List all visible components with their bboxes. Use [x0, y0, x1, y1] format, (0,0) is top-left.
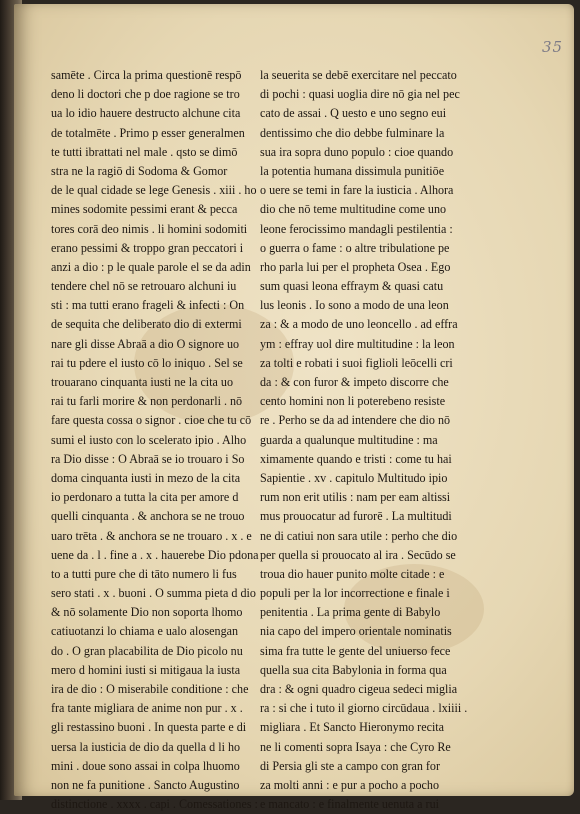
- text-line: troua dio hauer punito molte citade : e: [260, 566, 445, 581]
- text-line: o guerra o fame : o altre tribulatione pe: [260, 240, 450, 255]
- text-line: fra tante migliara de anime non pur . x .: [51, 701, 243, 716]
- text-line: anzi a dio : p le quale parole el se da adin: [51, 259, 251, 274]
- text-line: sua ira sopra duno populo : cioe quando: [260, 144, 454, 159]
- text-line: io perdonaro a tutta la cita per amore d: [51, 490, 239, 505]
- text-line: ne li comenti sopra Isaya : che Cyro Re: [260, 739, 451, 754]
- text-line: populi per la lor incorrectione e finale i: [260, 586, 450, 601]
- text-line: za molti anni : e pur a pocho a pocho: [260, 777, 439, 792]
- text-line: gli restassino buoni . In questa parte e di: [51, 720, 247, 735]
- text-line: ra : si che i tuto il giorno circūdaua . lxiiii .: [260, 701, 468, 716]
- text-line: de sequita che deliberato dio di extermi: [51, 317, 242, 332]
- text-line: leone ferocissimo mandagli pestilentia :: [260, 221, 453, 236]
- text-line: mini . doue sono assai in colpa lhuomo: [51, 758, 240, 773]
- text-line: mus prouocatur ad furorē . La multitudi: [260, 509, 452, 524]
- text-line: lus leonis . Io sono a modo de una leon: [260, 298, 449, 313]
- text-line: o uere se temi in fare la iusticia . Alhora: [260, 183, 454, 198]
- text-line: & nō solamente Dio non soporta lhomo: [51, 605, 243, 620]
- text-line: distinctione . xxxx . capi . Comessationes :: [51, 797, 258, 812]
- text-line: fare questa cossa o signor . cioe che tu cō: [51, 413, 252, 428]
- text-line: dentissimo che dio debbe fulminare la: [260, 125, 445, 140]
- text-line: za tolti e robati i suoi figlioli leōcelli cri: [260, 355, 453, 370]
- text-line: re . Perho se da ad intendere che dio nō: [260, 413, 451, 428]
- text-line: ua lo idio hauere destructo alchune cita: [51, 106, 241, 121]
- text-line: doma cinquanta iusti in mezo de la cita: [51, 470, 241, 485]
- text-line: ra Dio disse : O Abraā se io trouaro i So: [51, 451, 245, 466]
- text-line: sum quasi leona effraym & quasi catu: [260, 279, 444, 294]
- text-line: deno li doctori che p doe ragione se tro: [51, 87, 240, 102]
- text-line: de totalmēte . Primo p esser generalmen: [51, 125, 245, 140]
- text-line: trouarano cinquanta iusti ne la cita uo: [51, 375, 234, 389]
- text-line: stra ne la ragiō di Sodoma & Gomor: [51, 163, 228, 178]
- text-line: tores corā deo nimis . li homini sodomiti: [51, 221, 248, 236]
- text-line: dio che nō teme multitudine come uno: [260, 202, 447, 217]
- text-line: mines sodomite pessimi erant & pecca: [51, 202, 238, 217]
- text-line: la potentia humana dissimula punitiōe: [260, 163, 445, 178]
- text-column-right: [260, 66, 492, 814]
- text-line: dra : & ogni quadro cigeua sedeci miglia: [260, 682, 458, 696]
- text-line: te tutti ibrattati nel male . qsto se dimō: [51, 144, 238, 159]
- text-line: samēte . Circa la prima questionē respō: [51, 68, 242, 82]
- text-line: ne di catiui non sara utile : perho che dio: [260, 528, 458, 543]
- text-line: uersa la iusticia de dio da quella d li ho: [51, 739, 241, 754]
- text-line: do . O gran placabilita de Dio picolo nu: [51, 643, 243, 658]
- text-line: e mancato : e finalmente uenuta a rui: [260, 797, 439, 812]
- text-line: cento homini non li poterebeno resiste: [260, 394, 446, 409]
- text-line: migliara . Et Sancto Hieronymo recita: [260, 720, 445, 735]
- text-line: to a tutti pure che di tāto numero li fus: [51, 566, 237, 581]
- text-line: di pochi : quasi uoglia dire nō gia nel pec: [260, 87, 460, 102]
- text-line: tendere chel nō se retrouaro alchuni iu: [51, 279, 237, 294]
- text-line: da : & con furor & impeto discorre che: [260, 375, 449, 389]
- text-line: sero stati . x . buoni . O summa pieta d dio: [51, 586, 256, 601]
- text-line: rai tu pdere el iusto cō lo iniquo . Sel se: [51, 355, 243, 370]
- text-line: nia capo del impero orientale nominatis: [260, 624, 452, 639]
- text-line: uaro trēta . & anchora se ne trouaro . x . e: [51, 528, 252, 543]
- text-line: per quella si prouocato al ira . Secūdo se: [260, 547, 456, 562]
- text-line: quelli cinquanta . & anchora se ne trouo: [51, 509, 245, 524]
- text-line: mero d homini iusti si mitigaua la iusta: [51, 662, 241, 677]
- text-line: catiuotanzi lo chiama e ualo alosengan: [51, 624, 239, 639]
- text-column-left: [51, 66, 276, 814]
- manuscript-page: [14, 4, 574, 812]
- text-line: guarda a qualunque multitudine : ma: [260, 432, 438, 447]
- text-line: Sapientie . xv . capitulo Multitudo ipio: [260, 470, 448, 485]
- text-line: rum non erit utilis : nam per eam altissi: [260, 490, 451, 505]
- text-line: ximamente quando e tristi : come tu hai: [260, 451, 452, 466]
- text-line: sumi el iusto con lo scelerato ipio . Alho: [51, 432, 247, 447]
- folio-number: 35: [542, 38, 564, 56]
- text-line: non ne fa punitione . Sancto Augustino: [51, 777, 240, 792]
- text-line: cato de assai . Q uesto e uno segno eui: [260, 106, 447, 121]
- text-line: sti : ma tutti erano frageli & infecti : On: [51, 298, 245, 313]
- text-line: sima fra tutte le gente del uniuerso fece: [260, 643, 451, 658]
- text-line: la seuerita se debē exercitare nel peccato: [260, 68, 457, 82]
- text-line: erano pessimi & troppo gran peccatori i: [51, 240, 244, 255]
- text-line: di Persia gli ste a campo con gran for: [260, 758, 441, 773]
- text-line: rai tu farli morire & non perdonarli . nō: [51, 394, 243, 409]
- text-line: ira de dio : O miserabile conditione : che: [51, 682, 249, 696]
- text-line: quella sua cita Babylonia in forma qua: [260, 662, 447, 677]
- text-line: penitentia . La prima gente di Babylo: [260, 605, 441, 620]
- text-line: rho parla lui per el propheta Osea . Ego: [260, 259, 451, 274]
- text-line: nare gli disse Abraā a dio O signore uo: [51, 336, 240, 351]
- text-line: ym : effray uol dire multitudine : la leon: [260, 336, 455, 351]
- text-line: de le qual cidade se lege Genesis . xiii . ho: [51, 183, 257, 198]
- text-line: uene da . l . fine a . x . hauerebe Dio pdona: [51, 547, 259, 562]
- text-line: za : & a modo de uno leoncello . ad effra: [260, 317, 458, 332]
